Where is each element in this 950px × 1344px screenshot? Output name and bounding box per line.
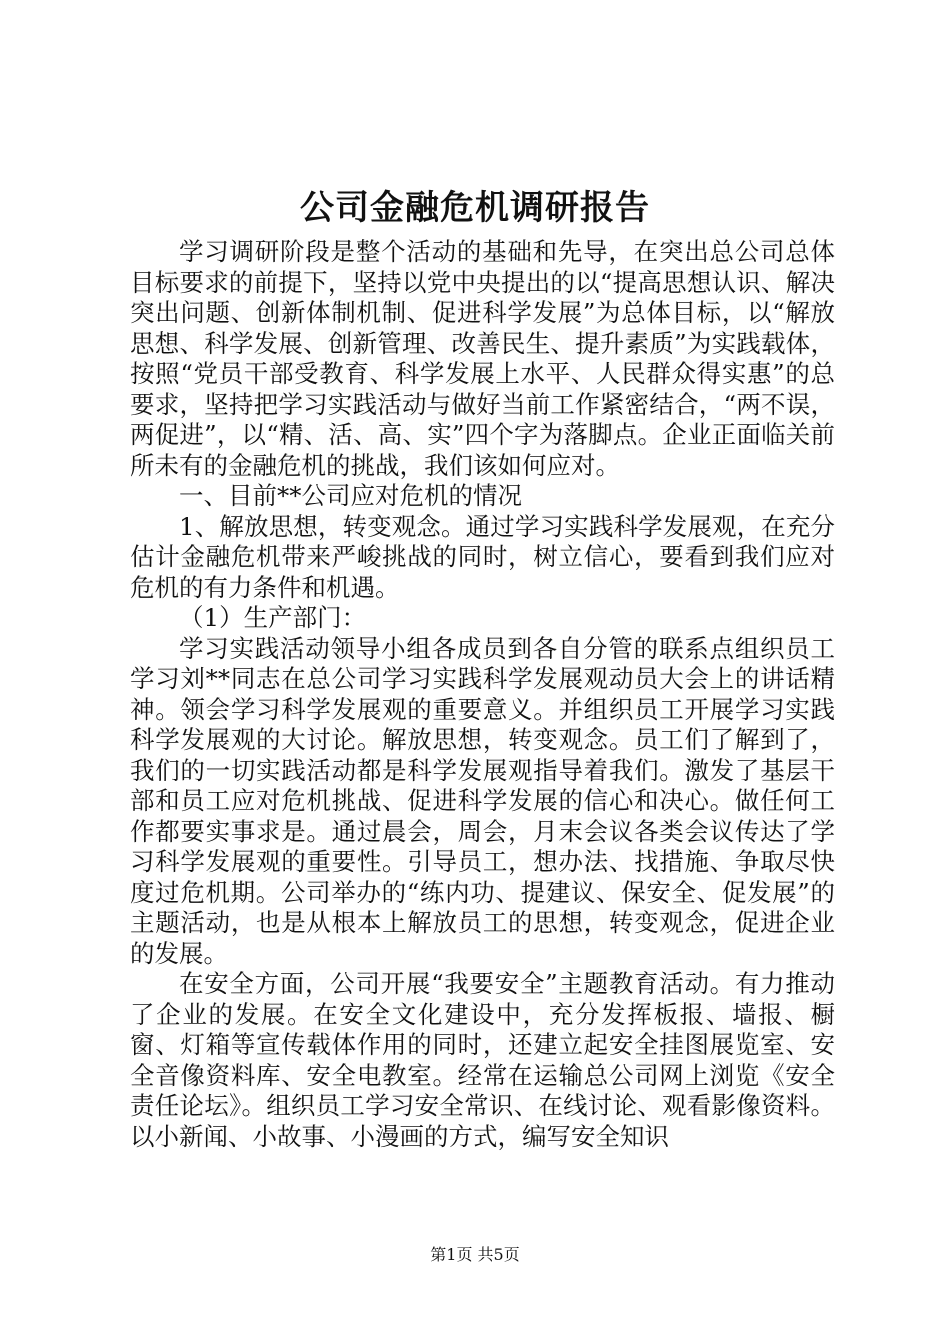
document-body — [130, 237, 835, 1152]
page-footer: 第1页 共5页 — [430, 1245, 520, 1264]
section-heading: 一、目前**公司应对危机的情况 — [179, 481, 522, 510]
paragraph-intro: 学习调研阶段是整个活动的基础和先导，在突出总公司总体目标要求的前提下，坚持以党中央提出的以“提高思想认识、解决突出问题、创新体制机制、促进科学发展”为总体目标，以“解放思想、科学发展、创新管理、改善民生、提升素质”为实践载体，按照“党员干部受教育、科学发展上水平、人民群众得实惠”的总要求，坚持把学习实践活动与做好当前工作紧密结合，“两不误，两促进”，以“精、活、高、实”四个字为落脚点。企业正面临关前所未有的金融危机的挑战，我们该如何应对。 — [130, 237, 835, 480]
paragraph-safety: 在安全方面，公司开展“我要安全”主题教育活动。有力推动了企业的发展。在安全文化建设中，充分发挥板报、墙报、橱窗、灯箱等宣传载体作用的同时，还建立起安全挂图展览室、安全音像资料库、安全电教室。经常在运输总公司网上浏览《安全责任论坛》。组织员工学习安全常识、在线讨论、观看影像资料。以小新闻、小故事、小漫画的方式，编写安全知识 — [130, 969, 835, 1151]
document-title: 公司金融危机调研报告 — [300, 188, 650, 228]
paragraph-point-1: 1、解放思想，转变观念。通过学习实践科学发展观，在充分估计金融危机带来严峻挑战的同时，树立信心，要看到我们应对危机的有力条件和机遇。 — [130, 511, 835, 602]
subsection-heading: （1）生产部门： — [179, 603, 367, 632]
paragraph-production: 学习实践活动领导小组各成员到各自分管的联系点组织员工学习刘**同志在总公司学习实践科学发展观动员大会上的讲话精神。领会学习科学发展观的重要意义。并组织员工开展学习实践科学发展观的大讨论。解放思想，转变观念。员工们了解到了，我们的一切实践活动都是科学发展观指导着我们。激发了基层干部和员工应对危机挑战、促进科学发展的信心和决心。做任何工作都要实事求是。通过晨会，周会，月末会议各类会议传达了学习科学发展观的重要性。引导员工，想办法、找措施、争取尽快度过危机期。公司举办的“练内功、提建议、保安全、促发展”的主题活动，也是从根本上解放员工的思想，转变观念，促进企业的发展。 — [130, 633, 835, 968]
